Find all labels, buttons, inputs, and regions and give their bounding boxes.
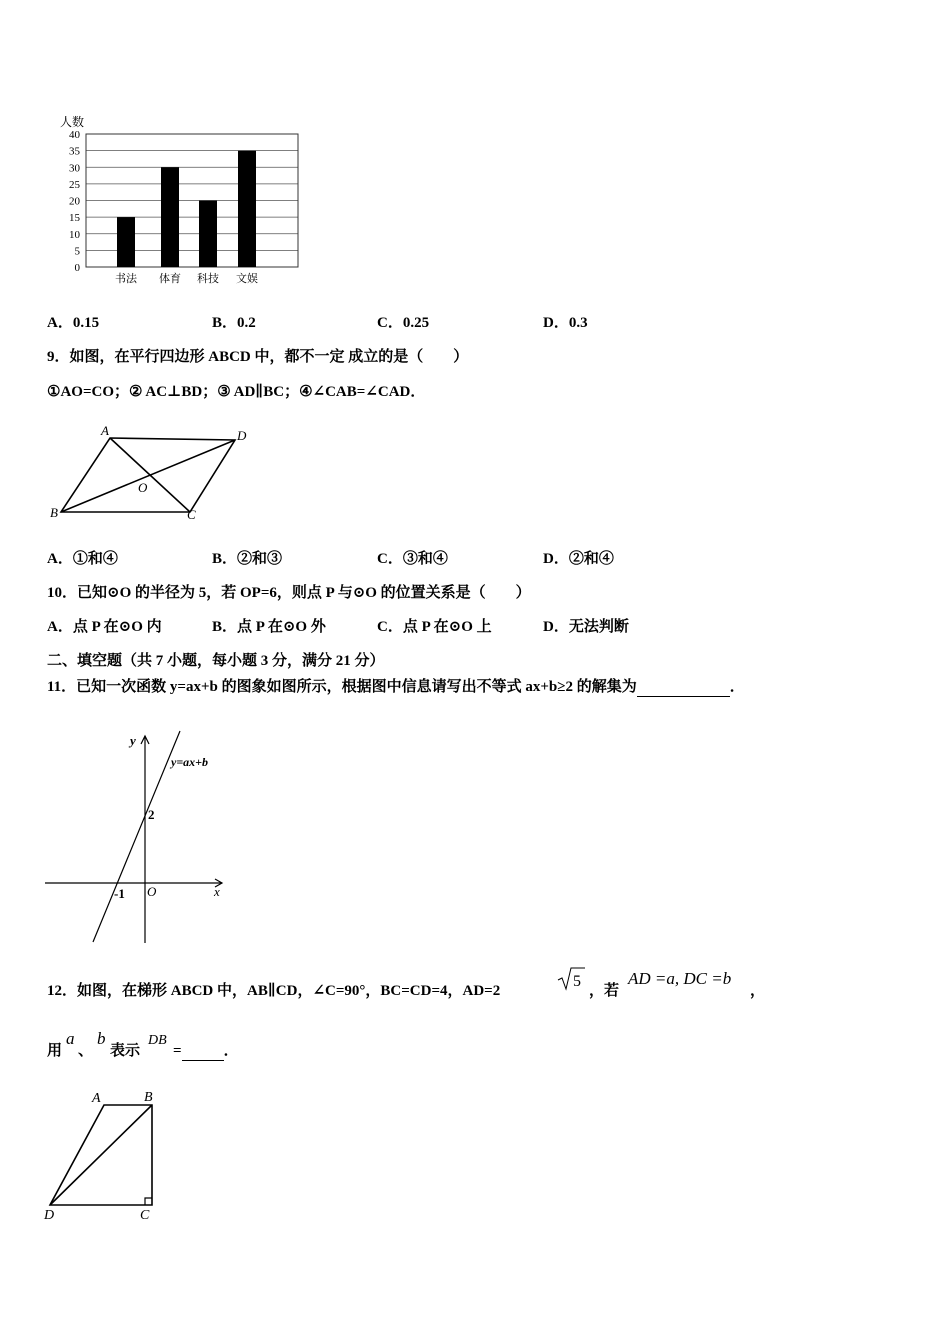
vector-db: DB	[148, 1033, 167, 1048]
right-angle-mark	[145, 1198, 152, 1205]
y-tick-label: 5	[74, 245, 80, 258]
q12-answer-blank[interactable]	[182, 1043, 224, 1061]
x-axis-label: x	[214, 884, 220, 899]
label-b: B	[144, 1090, 153, 1105]
y-tick-label: 15	[69, 212, 80, 225]
q12-line2-b: 表示	[110, 1043, 141, 1059]
x-tick-label: 文娱	[236, 273, 258, 285]
bar	[199, 201, 217, 268]
y-tick-label: 20	[69, 195, 80, 208]
q10-option-c[interactable]: C．点 P 在⊙O 上	[377, 619, 492, 635]
x-tick-label: 体育	[159, 273, 181, 285]
y-tick-label: 30	[69, 162, 80, 175]
y-axis-label: y	[130, 733, 136, 748]
x-tick-label: 书法	[115, 273, 137, 285]
linear-function-graph	[40, 728, 235, 946]
q8-option-d[interactable]: D．0.3	[543, 315, 588, 331]
q12-line2-a: 用	[47, 1043, 63, 1059]
q11-end: ．	[729, 679, 745, 695]
q12-sep: 、	[78, 1043, 94, 1059]
label-c: C	[187, 507, 196, 522]
q12-comma: ，	[750, 983, 766, 999]
q10-option-a[interactable]: A．点 P 在⊙O 内	[47, 619, 162, 635]
function-line	[93, 731, 180, 942]
bar-chart	[40, 110, 315, 285]
trapezoid-figure	[42, 1085, 167, 1225]
q11-stem: 11．已知一次函数 y=ax+b 的图象如图所示，根据图中信息请写出不等式 ax+b≥2 的解集为	[47, 679, 637, 695]
q11-answer-blank[interactable]	[637, 679, 730, 697]
bar	[161, 167, 179, 267]
diagonal-bd	[61, 440, 235, 512]
q9-option-b[interactable]: B．②和③	[212, 551, 283, 567]
y-tick-label: 0	[74, 262, 80, 274]
parallelogram-figure	[45, 422, 260, 524]
q11-stem-row	[47, 675, 745, 697]
label-d: D	[237, 428, 247, 443]
q9-option-d[interactable]: D．②和④	[543, 551, 614, 567]
x-tick-label: 科技	[197, 273, 219, 285]
bar	[238, 151, 256, 267]
y-axis-title: 人数	[60, 115, 85, 129]
q9-option-c[interactable]: C．③和④	[377, 551, 448, 567]
vector-a: a	[66, 1029, 75, 1048]
q8-option-c[interactable]: C．0.25	[377, 315, 430, 331]
q10-option-d[interactable]: D．无法判断	[543, 619, 629, 635]
intercept-2-label: 2	[148, 807, 155, 822]
label-d: D	[44, 1208, 55, 1223]
label-b: B	[50, 505, 58, 520]
q10-stem: 10．已知⊙O 的半径为 5，若 OP=6，则点 P 与⊙O 的位置关系是（ ）	[47, 585, 531, 601]
y-tick-label: 40	[69, 129, 80, 141]
vector-equation: AD =a, DC =b	[628, 969, 732, 988]
origin-label: O	[147, 884, 157, 899]
q8-option-b[interactable]: B．0.2	[212, 315, 256, 331]
q9-option-a[interactable]: A．①和④	[47, 551, 118, 567]
q12-eq: =	[173, 1043, 182, 1059]
q12-end: ．	[223, 1043, 239, 1059]
q10-option-b[interactable]: B．点 P 在⊙O 外	[212, 619, 326, 635]
q9-stem: 9．如图，在平行四边形 ABCD 中，都不一定 成立的是（ ）	[47, 349, 469, 365]
q12-stem-a: 12．如图，在梯形 ABCD 中，AB∥CD，∠C=90°，BC=CD=4，AD=2	[47, 983, 501, 999]
label-c: C	[140, 1208, 150, 1223]
q8-option-a[interactable]: A．0.15	[47, 315, 100, 331]
label-o: O	[138, 480, 148, 495]
intercept-neg1-label: -1	[114, 886, 125, 901]
q12-eq-row	[173, 1039, 239, 1061]
label-a: A	[92, 1091, 101, 1106]
vector-b: b	[97, 1029, 106, 1048]
bar	[117, 217, 135, 267]
line-equation-label: y=ax+b	[171, 755, 209, 769]
diagonal-db	[50, 1105, 152, 1205]
y-tick-label: 35	[69, 145, 80, 158]
q12-stem-b: ，若	[589, 983, 620, 999]
sqrt-symbol	[556, 965, 586, 993]
q9-statements: ①AO=CO；② AC⊥BD；③ AD∥BC；④∠CAB=∠CAD．	[47, 384, 426, 400]
y-tick-label: 10	[69, 228, 80, 241]
sqrt-argument: 5	[573, 973, 581, 990]
y-tick-label: 25	[69, 178, 80, 191]
label-a: A	[101, 423, 109, 438]
section-title: 二、填空题（共 7 小题，每小题 3 分，满分 21 分）	[47, 653, 385, 669]
